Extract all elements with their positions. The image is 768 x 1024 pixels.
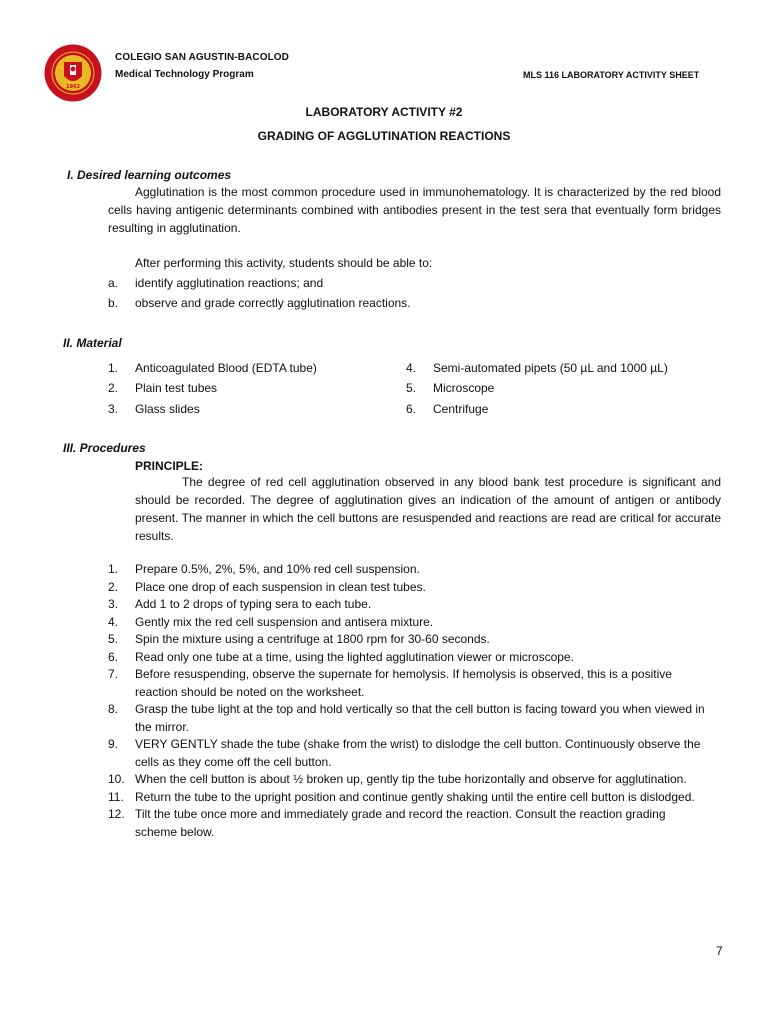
principle-label: PRINCIPLE: <box>135 459 204 473</box>
step-number: 11. <box>108 789 124 804</box>
procedure-step <box>108 789 708 807</box>
step-number: 3. <box>108 597 119 611</box>
procedure-step <box>108 649 708 667</box>
material-number: 2. <box>108 381 119 395</box>
outcome-marker: b. <box>108 296 119 310</box>
outcome-marker: a. <box>108 276 119 290</box>
step-number: 8. <box>108 702 119 716</box>
material-number: 4. <box>406 361 417 375</box>
material-item: Microscope <box>433 381 495 395</box>
step-text: Spin the mixture using a centrifuge at 1800 rpm for 30-60 seconds. <box>135 632 490 646</box>
section-heading-material: II. Material <box>63 336 122 350</box>
material-item: Glass slides <box>135 402 200 416</box>
page-number: 7 <box>716 944 723 958</box>
step-text: Grasp the tube light at the top and hold vertically so that the cell button is facing toward you when viewed in the mirror. <box>135 702 705 734</box>
step-number: 12. <box>108 807 125 821</box>
step-number: 6. <box>108 649 119 664</box>
outcome-item: identify agglutination reactions; and <box>135 276 324 290</box>
procedure-steps-list <box>108 561 708 841</box>
activity-title: LABORATORY ACTIVITY #2 <box>305 105 463 119</box>
procedure-step <box>108 666 708 701</box>
step-text: Place one drop of each suspension in clean test tubes. <box>135 579 426 594</box>
material-number: 6. <box>406 402 417 416</box>
step-number: 2. <box>108 579 119 594</box>
material-item: Centrifuge <box>433 402 489 416</box>
logo-year: 1962 <box>66 84 80 90</box>
step-number: 4. <box>108 614 119 629</box>
material-number: 3. <box>108 402 119 416</box>
section-heading-procedures: III. Procedures <box>63 441 146 455</box>
material-item: Plain test tubes <box>135 381 218 395</box>
material-item: Semi-automated pipets (50 µL and 1000 µL) <box>433 361 668 375</box>
intro-paragraph: Agglutination is the most common procedure used in immunohematology. It is characterized by the red blood cells having antigenic determinants combined with antibodies present in the test sera that eventually form bridges resulting in agglutination. <box>108 185 721 235</box>
section-heading-outcomes: I. Desired learning outcomes <box>67 168 232 182</box>
step-text: Gently mix the red cell suspension and antisera mixture. <box>135 614 434 629</box>
outcomes-lead: After performing this activity, students should be able to: <box>135 256 433 270</box>
material-number: 1. <box>108 361 119 375</box>
procedure-step <box>108 579 708 597</box>
step-text: Add 1 to 2 drops of typing sera to each tube. <box>135 597 372 611</box>
course-label: MLS 116 LABORATORY ACTIVITY SHEET <box>523 70 700 80</box>
step-text: Return the tube to the upright position and continue gently shaking until the entire cell button is dislodged. <box>135 789 695 804</box>
material-number: 5. <box>406 381 417 395</box>
outcome-item: observe and grade correctly agglutination reactions. <box>135 296 411 310</box>
step-text: Tilt the tube once more and immediately grade and record the reaction. Consult the reaction grading scheme below. <box>135 807 666 839</box>
procedure-step <box>108 614 708 632</box>
step-text: When the cell button is about ½ broken up, gently tip the tube horizontally and observe for agglutination. <box>135 772 687 786</box>
principle-paragraph: The degree of red cell agglutination observed in any blood bank test procedure is significant and should be recorded. The degree of agglutination gives an indication of the amount of antigen or antibody present. The manner in which the cell buttons are resuspended and reactions are read are critical for accurate results. <box>135 475 721 543</box>
step-number: 10. <box>108 772 125 786</box>
school-name: COLEGIO SAN AGUSTIN-BACOLOD <box>115 52 289 63</box>
activity-subtitle: GRADING OF AGGLUTINATION REACTIONS <box>257 129 511 143</box>
step-text: Read only one tube at a time, using the lighted agglutination viewer or microscope. <box>135 649 574 664</box>
procedure-step <box>108 736 708 771</box>
material-item: Anticoagulated Blood (EDTA tube) <box>135 361 317 375</box>
step-number: 7. <box>108 667 119 681</box>
step-text: VERY GENTLY shade the tube (shake from the wrist) to dislodge the cell button. Continuously observe the cells as they come off the cell button. <box>135 737 701 769</box>
procedure-step <box>108 596 708 614</box>
procedure-step <box>108 561 708 579</box>
procedure-step <box>108 631 708 649</box>
procedure-step <box>108 701 708 736</box>
step-number: 1. <box>108 562 119 576</box>
step-number: 9. <box>108 737 119 751</box>
step-number: 5. <box>108 632 119 646</box>
school-seal-logo <box>44 44 102 102</box>
step-text: Before resuspending, observe the supernate for hemolysis. If hemolysis is observed, this is a positive reaction should be noted on the worksheet. <box>135 667 672 699</box>
procedure-step <box>108 806 708 841</box>
step-text: Prepare 0.5%, 2%, 5%, and 10% red cell suspension. <box>135 562 420 576</box>
procedure-step <box>108 771 708 789</box>
program-name: Medical Technology Program <box>115 69 254 80</box>
